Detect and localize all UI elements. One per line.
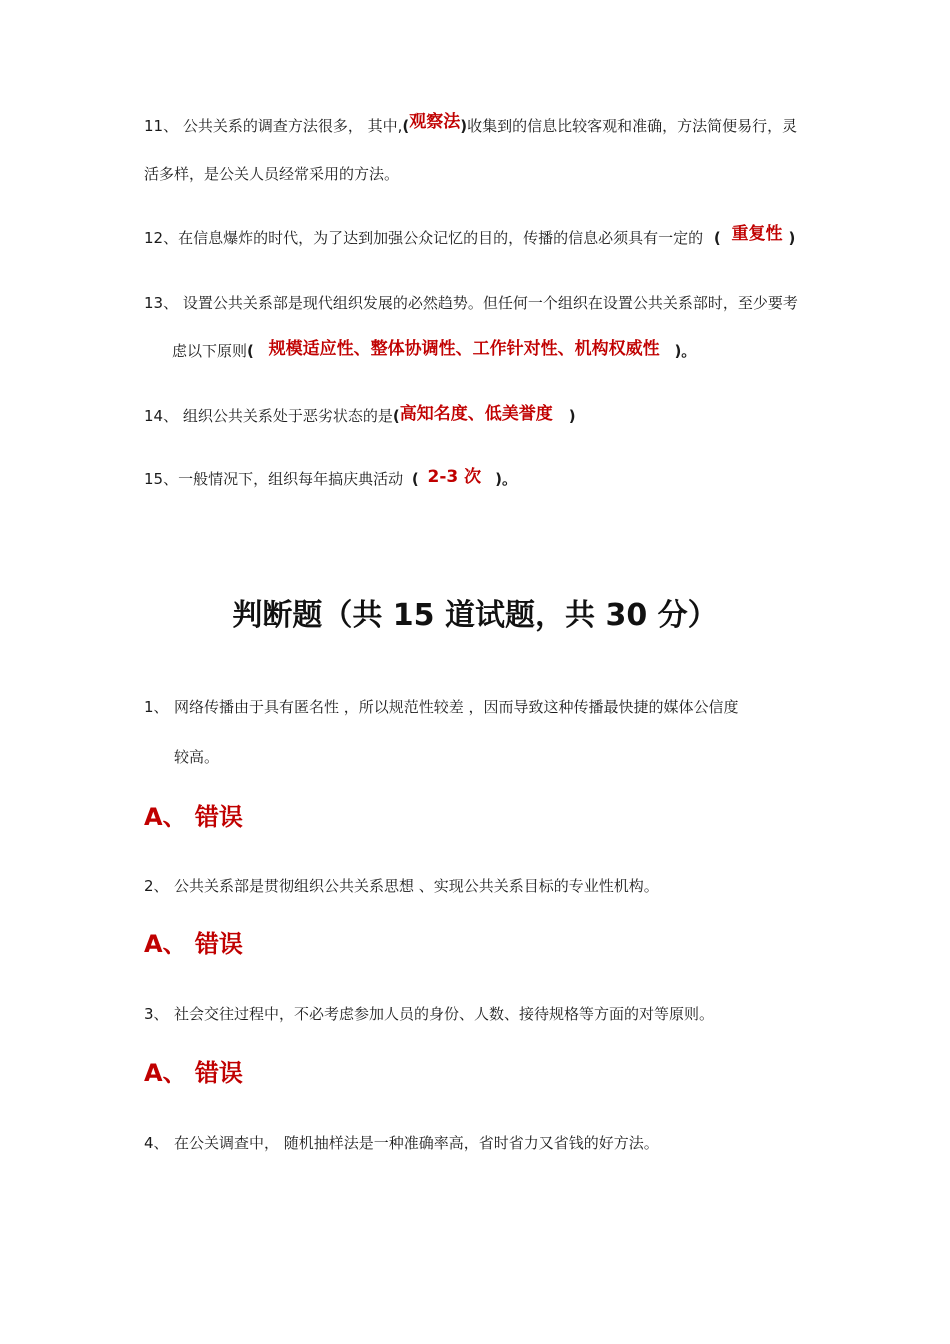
question-text: 组织公共关系处于恶劣状态的是 [178,407,393,425]
close-paren: ) [788,229,796,247]
open-paren: ( [392,407,400,425]
question-number: 4、 [144,1134,169,1152]
question-text: 在信息爆炸的时代，为了达到加强公众记忆的目的，传播的信息必须具有一定的 [178,229,704,247]
question-number: 15、 [144,470,179,488]
answer-text: 观察法 [409,112,461,132]
close-paren: ) [460,117,468,135]
question-text: 设置公共关系部是现代组织发展的必然趋势。但任何一个组织在设置公共关系部时，至少要考 [178,294,798,312]
question-text: 网络传播由于具有匿名性 ，所以规范性较差 ，因而导致这种传播最快捷的媒体公信度 [174,698,739,716]
open-paren: ( [247,342,254,360]
question-number: 12、 [144,229,179,247]
question-text: 公共关系的调查方法很多， 其中, [182,117,403,135]
judge-question-2 [144,876,659,896]
answer-text: 高知名度、低美誉度 [399,404,553,424]
close-paren: ) [568,407,576,425]
judge-answer-2: A、 错误 [144,930,243,958]
question-text: 社会交往过程中，不必考虑参加人员的身份、人数、接待规格等方面的对等原则。 [174,1005,715,1023]
question-number: 3、 [144,1005,169,1023]
close-paren: )。 [674,342,697,360]
question-text-wrap: 较高。 [174,748,220,766]
judge-question-3 [144,1004,714,1024]
fill-question-13-line2 [172,341,696,361]
fill-question-15 [144,469,517,489]
judge-question-1 [144,697,739,717]
judge-question-4 [144,1133,659,1153]
answer-text: 规模适应性、整体协调性、工作针对性、机构权威性 [268,339,660,359]
fill-question-12 [144,224,796,248]
judge-answer-3: A、 错误 [144,1059,243,1087]
open-paren: ( [402,117,410,135]
question-number: 13、 [144,294,179,312]
fill-question-13 [144,293,798,313]
question-text-wrap: 活多样，是公关人员经常采用的方法。 [144,165,400,183]
question-number: 11、 [144,117,179,135]
question-text: 在公关调查中， 随机抽样法是一种准确率高，省时省力又省钱的好方法。 [174,1134,659,1152]
question-number: 1、 [144,698,169,716]
section-title: 判断题（共 15 道试题，共 30 分） [232,598,718,633]
question-number: 2、 [144,877,169,895]
open-paren: ( [713,229,721,247]
judge-question-1-line2 [174,747,219,767]
question-text: 一般情况下，组织每年搞庆典活动 [178,470,404,488]
fill-question-14 [144,406,576,426]
close-paren: )。 [495,470,518,488]
judge-answer-1: A、 错误 [144,803,243,831]
answer-text: 重复性 [731,224,783,244]
question-text-wrap: 虑以下原则 [172,342,248,360]
open-paren: ( [411,470,419,488]
question-text: 公共关系部是贯彻组织公共关系思想 、实现公共关系目标的专业性机构。 [174,877,659,895]
answer-text: 2-3 次 [427,467,482,487]
question-number: 14、 [144,407,179,425]
fill-question-11 [144,112,798,136]
question-text-continued: 收集到的信息比较客观和准确，方法简便易行，灵 [467,117,798,135]
fill-question-11-line2 [144,164,399,184]
